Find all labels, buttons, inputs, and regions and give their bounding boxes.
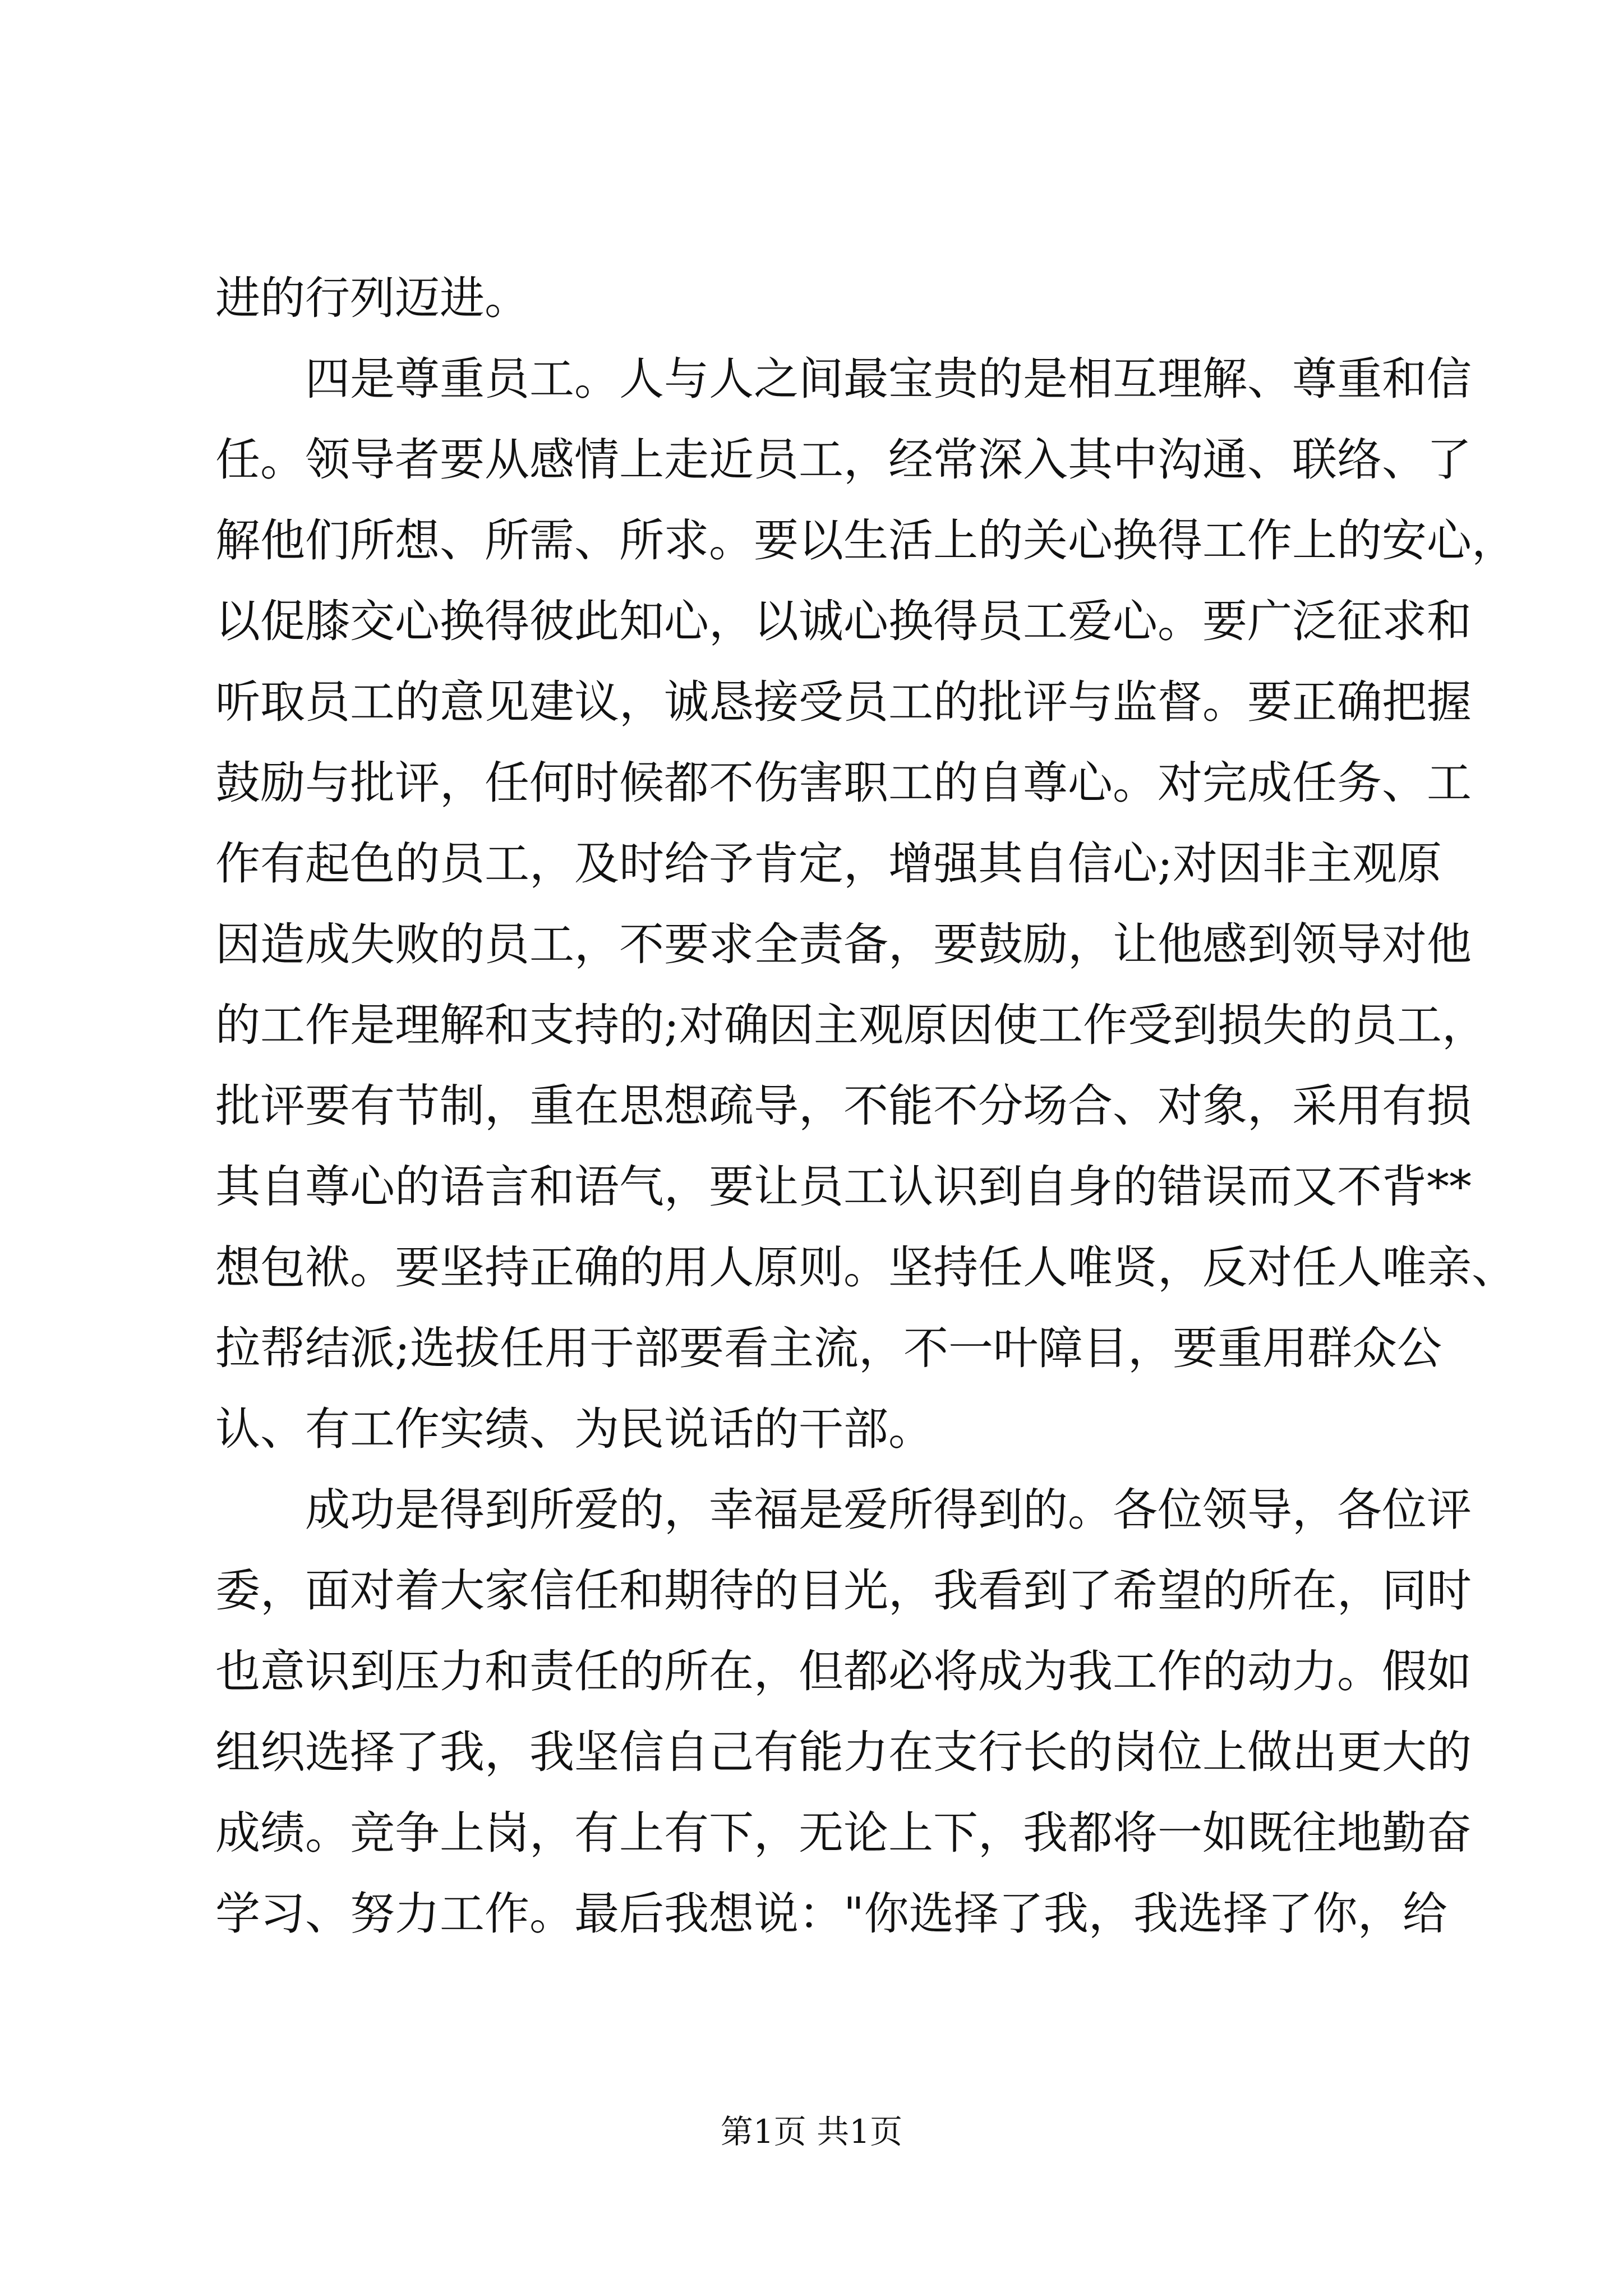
text-line: 成绩。竞争上岗，有上有下，无论上下，我都将一如既往地勤奋 [215,1807,1472,1859]
text-line: 因造成失败的员工，不要求全责备，要鼓励，让他感到领导对他 [215,918,1472,970]
text-line: 的工作是理解和支持的;对确因主观原因使工作受到损失的员工， [215,999,1487,1051]
text-line: 委，面对着大家信任和期待的目光，我看到了希望的所在，同时 [215,1565,1472,1617]
text-line: 其自尊心的语言和语气，要让员工认识到自身的错误而又不背** [215,1161,1472,1213]
text-line: 组织选择了我，我坚信自己有能力在支行长的岗位上做出更大的 [215,1726,1472,1778]
text-line: 想包袱。要坚持正确的用人原则。坚持任人唯贤，反对任人唯亲、 [215,1241,1516,1294]
text-line: 鼓励与批评，任何时候都不伤害职工的自尊心。对完成任务、工 [215,757,1472,809]
text-line: 解他们所想、所需、所求。要以生活上的关心换得工作上的安心， [215,514,1516,567]
text-line: 任。领导者要从感情上走近员工，经常深入其中沟通、联络、了 [215,434,1472,486]
text-line: 学习、努力工作。最后我想说："你选择了我，我选择了你，给 [215,1888,1447,1940]
text-line: 听取员工的意见建议，诚恳接受员工的批评与监督。要正确把握 [215,676,1472,728]
text-line: 批评要有节制，重在思想疏导，不能不分场合、对象，采用有损 [215,1080,1472,1132]
text-line: 以促膝交心换得彼此知心，以诚心换得员工爱心。要广泛征求和 [215,595,1472,647]
text-line: 拉帮结派;选拔任用于部要看主流，不一叶障目，要重用群众公 [215,1322,1442,1374]
paragraph-first-line: 成功是得到所爱的，幸福是爱所得到的。各位领导，各位评 [305,1484,1472,1536]
paragraph-last-line: 认、有工作实绩、为民说话的干部。 [215,1403,933,1455]
text-line: 也意识到压力和责任的所在，但都必将成为我工作的动力。假如 [215,1645,1472,1697]
body-text [215,258,1516,1954]
paragraph-first-line: 四是尊重员工。人与人之间最宝贵的是相互理解、尊重和信 [305,353,1472,405]
page-footer: 第1页 共1页 [720,2113,903,2151]
text-line: 进的行列迈进。 [215,272,529,324]
text-line: 作有起色的员工，及时给予肯定，增强其自信心;对因非主观原 [215,838,1442,890]
